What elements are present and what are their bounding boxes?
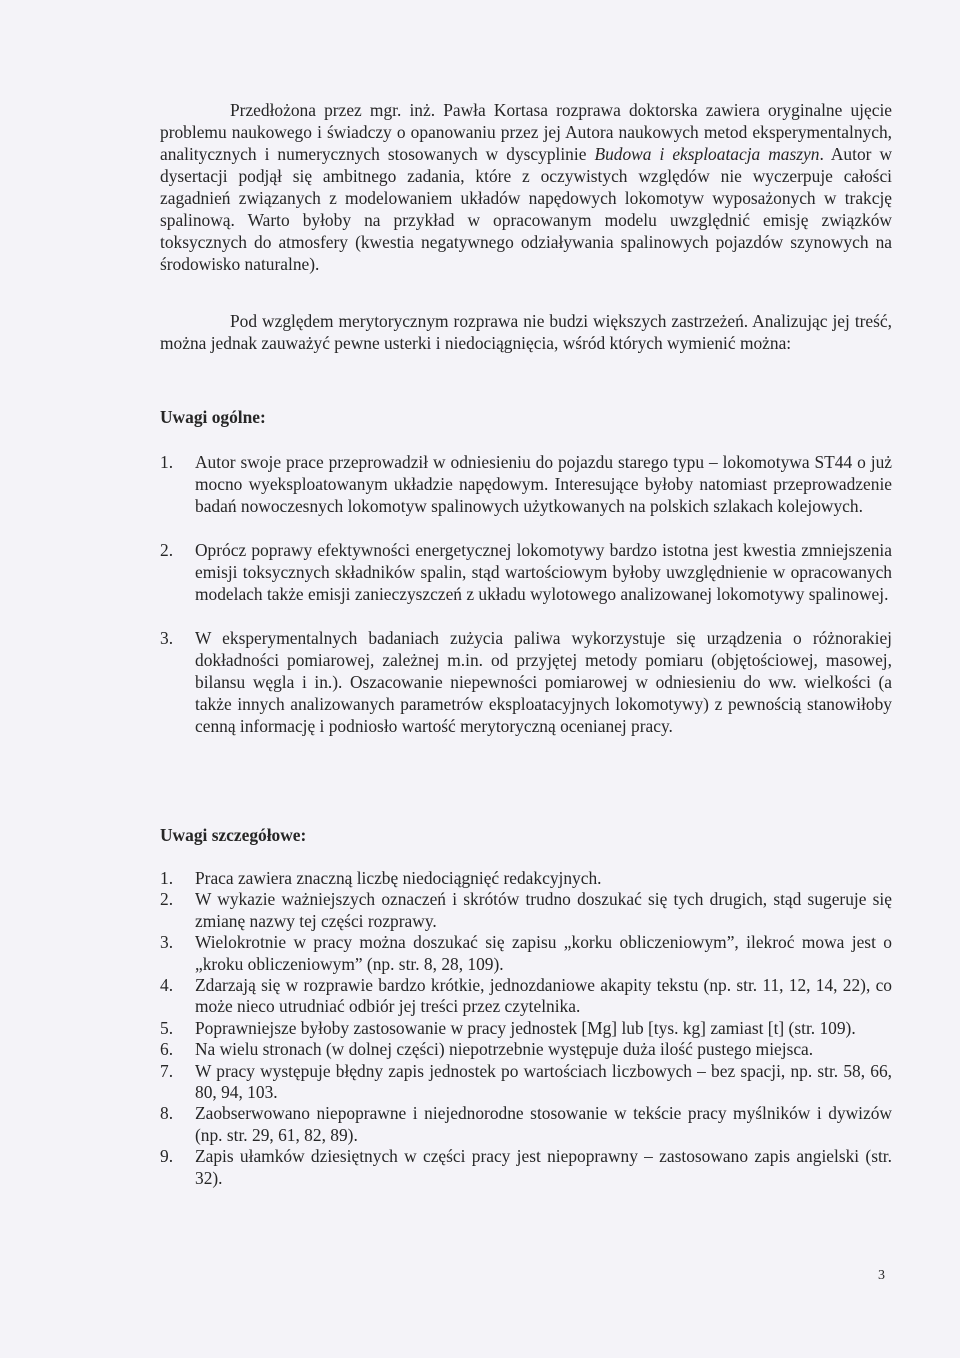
intro-text-start: Przedłożona przez mgr. inż. Pawła Kortasa rozprawa doktorska zawiera oryginalne ujęcie problemu naukowego i świadczy o opanowaniu przez jej Autora naukowych metod eksperymentalnych, analitycznych i numerycznych stosowanych w dyscyplinie	[160, 100, 892, 164]
list-item: 9. Zapis ułamków dziesiętnych w części pracy jest niepoprawny – zastosowano zapis angielski (str. 32).	[160, 1146, 892, 1188]
intro-paragraph	[160, 99, 892, 275]
page-number: 3	[878, 1268, 885, 1283]
intro-text-end: . Autor w dysertacji podjął się ambitnego zadania, które z oczywistych względów nie wyczerpuje całości zagadnień związanych z modelowaniem układów napędowych lokomotyw wyposażonych w trakcję spalinową. Warto byłoby na przykład w opracowanym modelu uwzględnić emisję związków toksycznych do atmosfery (kwestia negatywnego odziaływania spalinowych pojazdów szynowych na środowisko naturalne).	[160, 144, 893, 274]
list-item: 1. Autor swoje prace przeprowadził w odniesieniu do pojazdu starego typu – lokomotywa ST44 o już mocno wyeksploatowanym układzie napędowym. Interesujące byłoby natomiast przeprowadzenie badań nowoczesnych lokomotyw spalinowych użytkowanych na polskich szlakach kolejowych.	[160, 452, 892, 516]
list-item: 5. Poprawniejsze byłoby zastosowanie w pracy jednostek [Mg] lub [tys. kg] zamiast [t] (str. 109).	[160, 1017, 856, 1038]
list-item: 2. W wykazie ważniejszych oznaczeń i skrótów trudno doszukać się tych drugich, stąd sugeruje się zmianę nazwy tej części rozprawy.	[160, 889, 892, 931]
list-item: 7. W pracy występuje błędny zapis jednostek po wartościach liczbowych – bez spacji, np. str. 58, 66, 80, 94, 103.	[160, 1060, 892, 1103]
list-item: 2. Oprócz poprawy efektywności energetycznej lokomotywy bardzo istotna jest kwestia zmniejszenia emisji toksycznych składników spalin, stąd wartościowym byłoby uwzględnienie w opracowanych modelach także emisji zanieczyszczeń z układu wylotowego analizowanej lokomotywy spalinowej.	[160, 540, 892, 604]
discipline-name: Budowa i eksploatacja maszyn	[594, 144, 820, 164]
list-item: 6. Na wielu stronach (w dolnej części) niepotrzebnie występuje duża ilość pustego miejsca.	[160, 1039, 814, 1060]
list-item: 4. Zdarzają się w rozprawie bardzo krótkie, jednozdaniowe akapity tekstu (np. str. 11, 12, 14, 22), co może nieco utrudniać odbiór jej treści przez czytelnika.	[160, 975, 892, 1017]
detailed-remarks-heading: Uwagi szczegółowe:	[160, 825, 307, 845]
detailed-remarks-list	[160, 868, 892, 1189]
general-remarks-heading: Uwagi ogólne:	[160, 407, 266, 427]
list-item: 3. Wielokrotnie w pracy można doszukać się zapisu „korku obliczeniowym”, ilekroć mowa jest o „kroku obliczeniowym” (np. str. 8, 28, 109).	[160, 932, 892, 974]
general-remarks-list	[160, 451, 892, 759]
list-item: 3. W eksperymentalnych badaniach zużycia paliwa wykorzystuje się urządzenia o różnorakiej dokładności pomiarowej, zależnej m.in. od przyjętej metody pomiaru (objętościowej, masowej, bilansu węgla i in.). Oszacowanie niepewności pomiarowej w odniesieniu do ww. wielkości (a także innych analizowanych parametrów eksploatacyjnych lokomotywy) z pewnością stanowiłoby cenną informację i podniosło wartość merytoryczną ocenianej pracy.	[160, 628, 892, 736]
second-paragraph: Pod względem merytorycznym rozprawa nie budzi większych zastrzeżeń. Analizując jej treść, można jednak zauważyć pewne usterki i niedociągnięcia, wśród których wymienić można:	[160, 311, 892, 353]
list-item: 1. Praca zawiera znaczną liczbę niedociągnięć redakcyjnych.	[160, 868, 602, 888]
list-item: 8. Zaobserwowano niepoprawne i niejednorodne stosowanie w tekście pracy myślników i dywizów (np. str. 29, 61, 82, 89).	[160, 1103, 892, 1145]
